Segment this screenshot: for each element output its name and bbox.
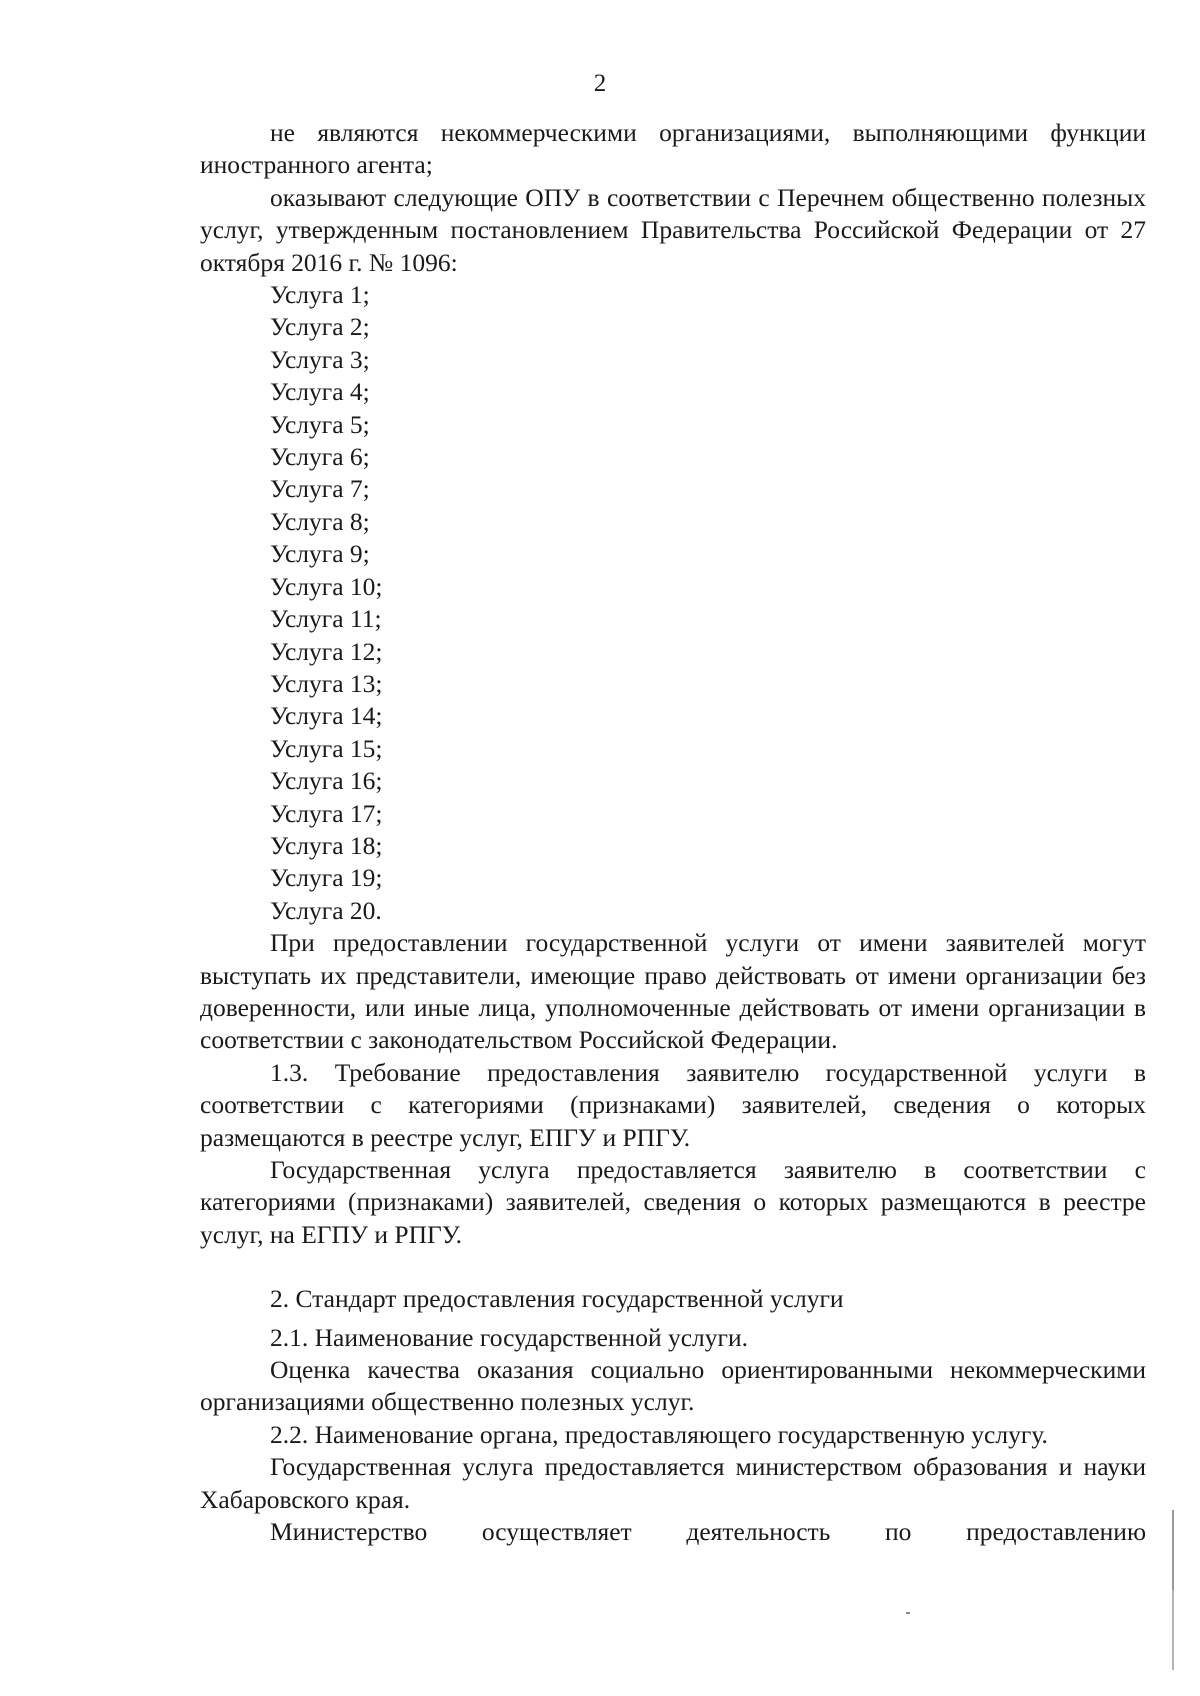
paragraph-service-name: Оценка качества оказания социально ориентированными некоммерческими организациями общественно полезных услуг. bbox=[200, 1355, 1146, 1417]
paragraph-ministry-activity: Министерство осуществляет деятельность по предоставлению bbox=[270, 1517, 1146, 1547]
list-item: Услуга 16; bbox=[270, 766, 383, 796]
list-item: Услуга 4; bbox=[270, 377, 370, 407]
page-number: 2 bbox=[593, 70, 607, 97]
list-item: Услуга 15; bbox=[270, 733, 383, 763]
list-item: Услуга 7; bbox=[270, 474, 370, 504]
list-item: Услуга 2; bbox=[270, 312, 370, 342]
list-item: Услуга 6; bbox=[270, 442, 370, 472]
paragraph-ministry: Государственная услуга предоставляется министерством образования и науки Хабаровского края. bbox=[200, 1452, 1146, 1514]
scan-edge-mark bbox=[1172, 1510, 1174, 1592]
list-item: Услуга 3; bbox=[270, 344, 370, 374]
services-list bbox=[200, 279, 1146, 927]
list-item: Услуга 14; bbox=[270, 701, 383, 731]
list-item: Услуга 19; bbox=[270, 863, 383, 893]
list-item: Услуга 1; bbox=[270, 280, 370, 310]
paragraph-categories: Государственная услуга предоставляется заявителю в соответствии с категориями (признаками) заявителей, сведения о которых размещаются в реестре услуг, на ЕГПУ и РПГУ. bbox=[200, 1155, 1146, 1249]
paragraph-1-3-requirement: 1.3. Требование предоставления заявителю государственной услуги в соответствии с категориями (признаками) заявителей, сведения о которых размещаются в реестре услуг, ЕПГУ и РПГУ. bbox=[200, 1057, 1146, 1152]
paragraph-2-2-title: 2.2. Наименование органа, предоставляющего государственную услугу. bbox=[270, 1419, 1048, 1449]
list-item: Услуга 13; bbox=[270, 668, 383, 698]
list-item: Услуга 5; bbox=[270, 409, 370, 439]
paragraph-representatives: При предоставлении государственной услуги от имени заявителей могут выступать их представители, имеющие право действовать от имени организации без доверенности, или иные лица, уполномоченные действовать от имени организации в соответствии с законодательством Российской Федерации. bbox=[200, 928, 1146, 1055]
document-body bbox=[200, 117, 1146, 1548]
list-item: Услуга 17; bbox=[270, 798, 383, 828]
list-item: Услуга 20. bbox=[270, 895, 382, 925]
list-item: Услуга 9; bbox=[270, 539, 370, 569]
scan-speck bbox=[906, 1612, 910, 1614]
paragraph-opu-list-intro: оказывают следующие ОПУ в соответствии с Перечнем общественно полезных услуг, утвержденным постановлением Правительства Российской Федерации от 27 октября 2016 г. № 1096: bbox=[200, 182, 1146, 277]
list-item: Услуга 10; bbox=[270, 571, 383, 601]
list-item: Услуга 8; bbox=[270, 506, 370, 536]
section-heading: 2. Стандарт предоставления государственной услуги bbox=[270, 1284, 844, 1314]
paragraph-foreign-agent: не являются некоммерческими организациями, выполняющими функции иностранного агента; bbox=[200, 118, 1146, 180]
list-item: Услуга 12; bbox=[270, 636, 383, 666]
paragraph-2-1-title: 2.1. Наименование государственной услуги. bbox=[270, 1322, 749, 1352]
list-item: Услуга 11; bbox=[270, 604, 382, 634]
scan-edge-mark bbox=[1172, 1590, 1174, 1670]
list-item: Услуга 18; bbox=[270, 830, 383, 860]
